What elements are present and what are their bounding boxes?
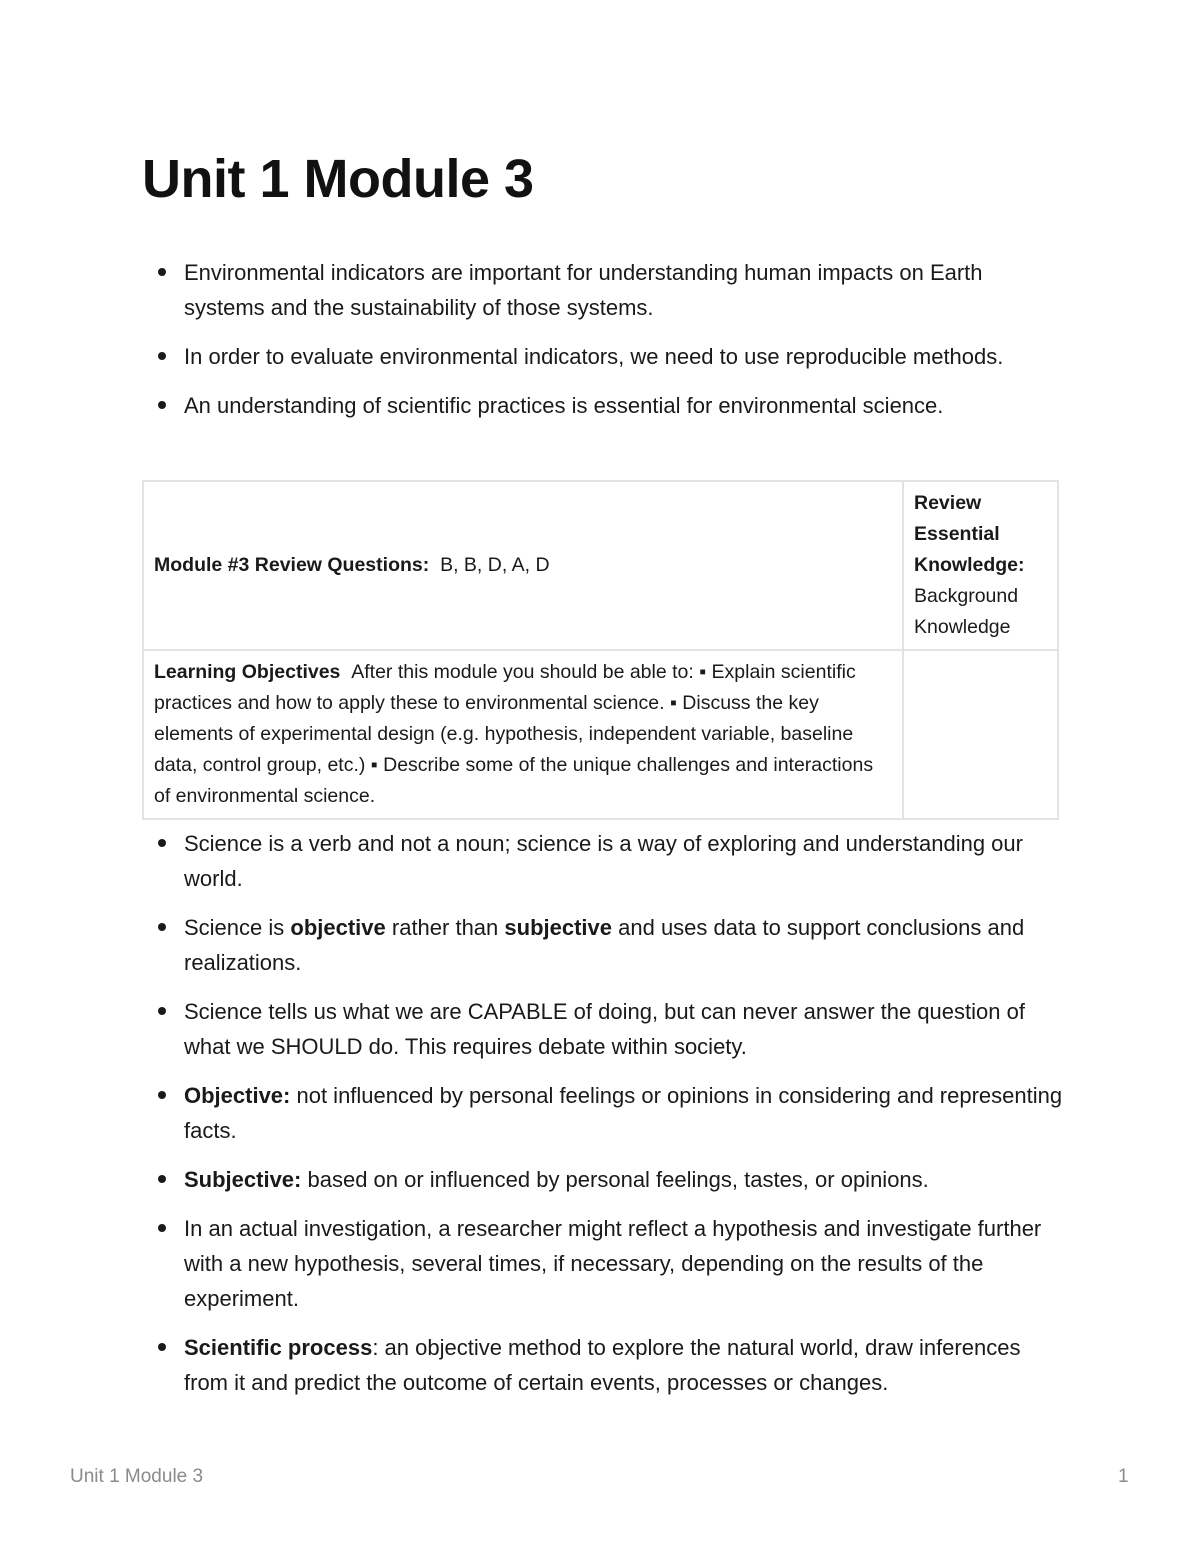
footer-page-number: 1 [1118, 1466, 1129, 1487]
body-bullet-list [184, 826, 1064, 1414]
module-review-table [142, 480, 1059, 820]
definition-term: Objective: [184, 1083, 291, 1108]
list-item: Subjective: based on or influenced by personal feelings, tastes, or opinions. [184, 1162, 1064, 1197]
learning-objectives-label: Learning Objectives [154, 661, 341, 683]
table-row [143, 481, 1058, 650]
review-questions-label: Module #3 Review Questions: [154, 554, 430, 576]
essential-knowledge-label: Review Essential Knowledge: [914, 492, 1025, 576]
list-item: Science tells us what we are CAPABLE of doing, but can never answer the question of what we SHOULD do. This requires debate within society. [184, 994, 1064, 1064]
objective-term: objective [290, 915, 386, 940]
learning-objectives-cell [143, 650, 903, 819]
essential-knowledge-cell [903, 481, 1058, 650]
review-questions-cell [143, 481, 903, 650]
list-item: An understanding of scientific practices is essential for environmental science. [184, 388, 1064, 423]
table-row [143, 650, 1058, 819]
learning-objectives-text: After this module you should be able to: ▪ Explain scientific practices and how to apply these to environmental science. ▪ Discuss the key elements of experimental design (e.g. hypothesis, independent variable, baseline data, control group, etc.) ▪ Describe some of the unique challenges and interactions of environmental science. [154, 661, 874, 807]
list-item: In an actual investigation, a researcher might reflect a hypothesis and investigate further with a new hypothesis, several times, if necessary, depending on the results of the experiment. [184, 1211, 1064, 1316]
essential-knowledge-value: Background Knowledge [914, 585, 1019, 638]
footer-document-name: Unit 1 Module 3 [70, 1466, 204, 1487]
page-title: Unit 1 Module 3 [142, 149, 534, 209]
empty-cell [903, 650, 1058, 819]
list-item: Environmental indicators are important for understanding human impacts on Earth systems and the sustainability of those systems. [184, 255, 1064, 325]
review-questions-answers: B, B, D, A, D [440, 554, 550, 576]
list-item: Objective: not influenced by personal feelings or opinions in considering and representing facts. [184, 1078, 1064, 1148]
list-item: Science is objective rather than subjective and uses data to support conclusions and realizations. [184, 910, 1064, 980]
definition-term: Scientific process [184, 1335, 373, 1360]
list-item: In order to evaluate environmental indicators, we need to use reproducible methods. [184, 339, 1064, 374]
intro-bullet-list [184, 255, 1064, 437]
definition-term: Subjective: [184, 1167, 302, 1192]
list-item: Science is a verb and not a noun; science is a way of exploring and understanding our world. [184, 826, 1064, 896]
list-item: Scientific process: an objective method to explore the natural world, draw inferences from it and predict the outcome of certain events, processes or changes. [184, 1330, 1064, 1400]
subjective-term: subjective [504, 915, 613, 940]
